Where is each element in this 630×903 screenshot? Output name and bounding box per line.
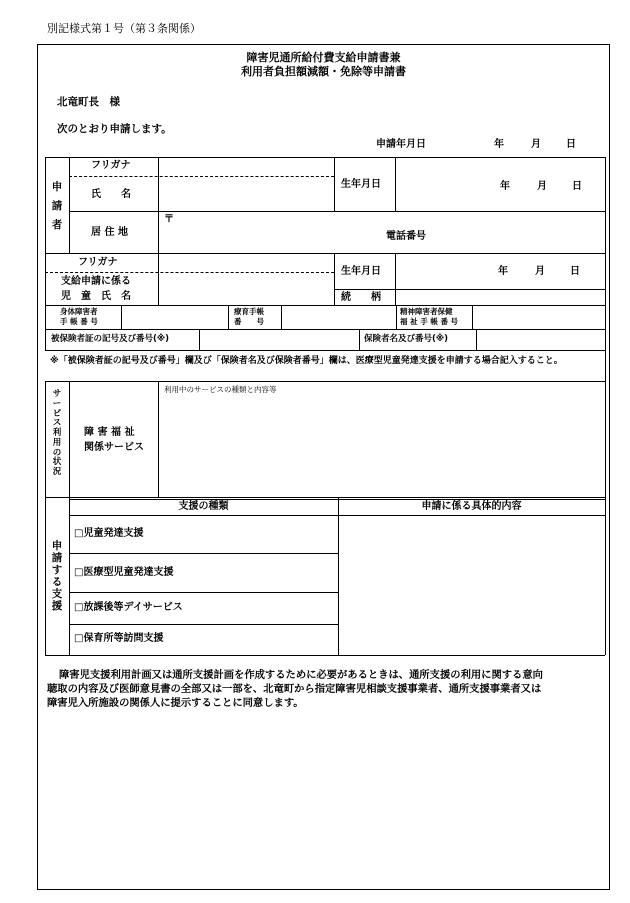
form-number-note: 別記様式第１号（第３条関係） [47, 22, 201, 35]
applicant-birth-day: 日 [572, 181, 582, 192]
support-item-nursery-visit-support: □保育所等訪問支援 [74, 633, 164, 644]
mental-handbook-label-line1: 精神障害者保健 [400, 307, 453, 316]
service-content-label: 利用中のサービスの種類と内容等 [164, 385, 277, 394]
application-date-year: 年 [494, 139, 504, 150]
form-title-line2: 利用者負担額減額・免除等申請書 [241, 65, 406, 78]
support-side-label: 申請する支援 [51, 540, 63, 613]
rehab-handbook-label-line2: 番 号 [234, 317, 264, 326]
service-label-line1: 障 害 福 祉 [84, 427, 135, 438]
applicant-birth-month: 月 [537, 181, 547, 192]
application-date-day: 日 [566, 139, 576, 150]
application-date-month: 月 [531, 139, 541, 150]
postal-mark: 〒 [164, 214, 174, 225]
consent-line3: 障害児入所施設の関係人に提示することに同意します。 [47, 697, 304, 709]
applicant-phone-label: 電話番号 [386, 231, 426, 242]
child-name-label-line1: 支給申請に係る [61, 276, 131, 287]
child-name-label-line2: 児 童 氏 名 [61, 291, 131, 302]
support-detail-header: 申請に係る具体的内容 [421, 501, 522, 512]
physical-handbook-label-line1: 身体障害者 [60, 307, 98, 316]
applicant-birthdate-label: 生年月日 [341, 179, 381, 190]
child-birth-year: 年 [498, 266, 508, 277]
child-furigana-label: フリガナ [78, 257, 118, 268]
mental-handbook-label-line2: 福 祉 手 帳 番 号 [400, 317, 459, 326]
note-text: ※「被保険者証の記号及び番号」欄及び「保険者名及び保険者番号」欄は、医療型児童発達支援を申請する場合記入すること。 [50, 356, 563, 366]
applicant-side-label: 申請者 [51, 181, 63, 231]
intro-text: 次のとおり申請します。 [57, 123, 172, 135]
application-date-label: 申請年月日 [376, 139, 426, 150]
support-item-medical-child-development: □医療型児童発達支援 [74, 567, 174, 578]
support-item-child-development: □児童発達支援 [74, 528, 144, 539]
service-label-line2: 関係サービス [84, 442, 144, 453]
form-title-line1: 障害児通所給付費支給申請書兼 [246, 51, 401, 64]
child-birth-month: 月 [535, 266, 545, 277]
consent-line2: 聴取の内容及び医師意見書の全部又は一部を、北竜町から指定障害児相談支援事業者、通所支援事業者又は [47, 683, 542, 695]
rehab-handbook-label-line1: 療育手帳 [234, 307, 264, 316]
physical-handbook-label-line2: 手 帳 番 号 [60, 317, 98, 326]
service-status-side-label: サービス利用の状況 [52, 389, 62, 478]
applicant-address-label: 居 住 地 [91, 227, 128, 238]
child-birth-day: 日 [570, 266, 580, 277]
addressee: 北竜町長 様 [57, 96, 120, 108]
child-relation-label: 続 柄 [341, 292, 381, 303]
applicant-furigana-label: フリガナ [91, 160, 131, 171]
insurer-label: 保険者名及び番号(※) [364, 334, 449, 344]
applicant-name-label: 氏 名 [91, 189, 131, 200]
applicant-birth-year: 年 [500, 181, 510, 192]
insured-number-label: 被保険者証の記号及び番号(※) [51, 334, 170, 344]
consent-line1: 障害児支援利用計画又は通所支援計画を作成するために必要があるときは、通所支援の利用に関する意向 [59, 669, 543, 681]
support-item-after-school-day-service: □放課後等デイサービス [74, 602, 183, 613]
support-type-header: 支援の種類 [178, 501, 229, 512]
child-birthdate-label: 生年月日 [341, 266, 381, 277]
